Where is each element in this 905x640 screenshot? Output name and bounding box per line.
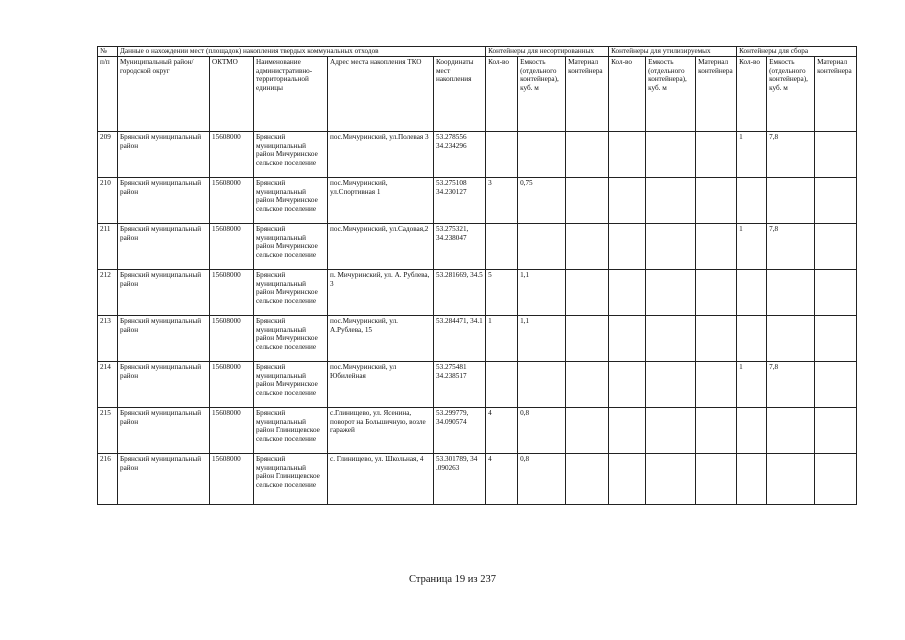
cell-coords: 53.299779, 34.090574 [434, 408, 486, 454]
cell-u-mat [566, 132, 609, 178]
cell-c-count: 1 [737, 362, 767, 408]
cell-district: Брянский муниципальный район [118, 362, 210, 408]
cell-c-vol [767, 178, 815, 224]
cell-r-count [609, 224, 646, 270]
header-unsorted-volume: Емкость (отдельного контейнера), куб. м [518, 57, 566, 132]
cell-r-vol [646, 132, 696, 178]
cell-c-count: 1 [737, 224, 767, 270]
cell-r-mat [696, 132, 737, 178]
cell-r-count [609, 178, 646, 224]
cell-unit: Брянский муниципальный район Мичуринское сельское поселение [254, 224, 328, 270]
cell-oktmo: 15608000 [210, 224, 254, 270]
header-num-sub: п/п [98, 57, 118, 132]
cell-oktmo: 15608000 [210, 270, 254, 316]
cell-u-count: 4 [486, 454, 518, 505]
cell-r-vol [646, 454, 696, 505]
cell-address: пос.Мичуринский, ул.Садовая,2 [328, 224, 434, 270]
cell-oktmo: 15608000 [210, 132, 254, 178]
cell-u-vol [518, 224, 566, 270]
header-group-collect: Контейнеры для сбора [737, 47, 857, 57]
cell-u-mat [566, 270, 609, 316]
cell-num: 211 [98, 224, 118, 270]
header-group-main: Данные о нахождении мест (площадок) накопления твердых коммунальных отходов [118, 47, 486, 57]
cell-num: 215 [98, 408, 118, 454]
cell-r-vol [646, 178, 696, 224]
header-recycled-volume: Емкость (отдельного контейнера), куб. м [646, 57, 696, 132]
cell-c-vol [767, 316, 815, 362]
header-recycled-count: Кол-во [609, 57, 646, 132]
cell-c-mat [815, 454, 857, 505]
cell-coords: 53.301789, 34 .090263 [434, 454, 486, 505]
cell-c-vol: 7,8 [767, 362, 815, 408]
cell-district: Брянский муниципальный район [118, 224, 210, 270]
table-row [98, 224, 857, 270]
cell-c-vol: 7,8 [767, 132, 815, 178]
cell-c-vol [767, 408, 815, 454]
header-recycled-material: Материал контейнера [696, 57, 737, 132]
cell-num: 210 [98, 178, 118, 224]
cell-district: Брянский муниципальный район [118, 316, 210, 362]
waste-sites-table [97, 46, 857, 505]
cell-c-vol: 7,8 [767, 224, 815, 270]
table-row [98, 270, 857, 316]
cell-u-count: 3 [486, 178, 518, 224]
cell-c-count [737, 270, 767, 316]
cell-u-count: 1 [486, 316, 518, 362]
cell-r-mat [696, 224, 737, 270]
header-unit: Наименование административно-территориальной единицы [254, 57, 328, 132]
cell-u-vol: 0,8 [518, 408, 566, 454]
cell-address: пос.Мичуринский, ул.Спортивная 1 [328, 178, 434, 224]
cell-c-mat [815, 316, 857, 362]
cell-r-vol [646, 316, 696, 362]
cell-unit: Брянский муниципальный район Мичуринское сельское поселение [254, 316, 328, 362]
table-row [98, 362, 857, 408]
cell-district: Брянский муниципальный район [118, 408, 210, 454]
cell-r-mat [696, 270, 737, 316]
cell-u-mat [566, 178, 609, 224]
table-row [98, 178, 857, 224]
cell-oktmo: 15608000 [210, 178, 254, 224]
cell-unit: Брянский муниципальный район Мичуринское сельское поселение [254, 132, 328, 178]
table-row [98, 454, 857, 505]
cell-r-mat [696, 362, 737, 408]
cell-address: п. Мичуринский, ул. А. Рублева, 3 [328, 270, 434, 316]
cell-c-vol [767, 270, 815, 316]
cell-district: Брянский муниципальный район [118, 178, 210, 224]
cell-r-vol [646, 408, 696, 454]
table-row [98, 316, 857, 362]
cell-c-count [737, 178, 767, 224]
cell-num: 212 [98, 270, 118, 316]
cell-oktmo: 15608000 [210, 362, 254, 408]
cell-u-mat [566, 408, 609, 454]
header-oktmo: ОКТМО [210, 57, 254, 132]
cell-num: 216 [98, 454, 118, 505]
header-row-columns [98, 57, 857, 132]
cell-num: 213 [98, 316, 118, 362]
cell-c-mat [815, 408, 857, 454]
page-number: Страница 19 из 237 [409, 574, 496, 585]
cell-num: 214 [98, 362, 118, 408]
cell-r-count [609, 408, 646, 454]
cell-address: пос.Мичуринский, ул.Полевая 3 [328, 132, 434, 178]
cell-c-count [737, 454, 767, 505]
cell-u-count [486, 224, 518, 270]
cell-c-mat [815, 132, 857, 178]
header-unsorted-material: Материал контейнера [566, 57, 609, 132]
cell-c-mat [815, 224, 857, 270]
cell-address: пос.Мичуринский, ул Юбилейная [328, 362, 434, 408]
cell-r-mat [696, 178, 737, 224]
cell-u-count [486, 362, 518, 408]
cell-c-mat [815, 270, 857, 316]
cell-coords: 53.275481 34.238517 [434, 362, 486, 408]
header-collect-material: Материал контейнера [815, 57, 857, 132]
cell-r-count [609, 362, 646, 408]
cell-u-mat [566, 224, 609, 270]
cell-r-mat [696, 316, 737, 362]
cell-unit: Брянский муниципальный район Мичуринское сельское поселение [254, 362, 328, 408]
cell-r-mat [696, 408, 737, 454]
header-group-unsorted: Контейнеры для несортированных [486, 47, 609, 57]
cell-unit: Брянский муниципальный район Глинищевское сельское поселение [254, 408, 328, 454]
cell-address: с. Глинищево, ул. Школьная, 4 [328, 454, 434, 505]
cell-district: Брянский муниципальный район [118, 270, 210, 316]
cell-coords: 53.284471, 34.1 [434, 316, 486, 362]
header-num: № [98, 47, 118, 57]
cell-r-count [609, 270, 646, 316]
cell-address: с.Глинищево, ул. Ясенина, поворот на Большичную, возле гаражей [328, 408, 434, 454]
cell-coords: 53.275321, 34.238047 [434, 224, 486, 270]
cell-oktmo: 15608000 [210, 408, 254, 454]
header-coords: Координаты мест накопления [434, 57, 486, 132]
cell-c-mat [815, 178, 857, 224]
cell-u-vol: 1,1 [518, 270, 566, 316]
cell-r-mat [696, 454, 737, 505]
cell-r-vol [646, 224, 696, 270]
cell-coords: 53.278556 34.234296 [434, 132, 486, 178]
cell-address: пос.Мичуринский, ул. А.Рублева, 15 [328, 316, 434, 362]
cell-r-vol [646, 270, 696, 316]
cell-num: 209 [98, 132, 118, 178]
header-district: Муниципальный район/городской округ [118, 57, 210, 132]
cell-u-mat [566, 454, 609, 505]
cell-district: Брянский муниципальный район [118, 454, 210, 505]
header-unsorted-count: Кол-во [486, 57, 518, 132]
cell-u-mat [566, 362, 609, 408]
cell-r-count [609, 316, 646, 362]
cell-c-count [737, 408, 767, 454]
registry-table-sheet [97, 46, 856, 505]
cell-u-count: 5 [486, 270, 518, 316]
cell-u-count: 4 [486, 408, 518, 454]
cell-u-vol: 1,1 [518, 316, 566, 362]
cell-u-vol: 0,75 [518, 178, 566, 224]
table-row [98, 132, 857, 178]
cell-coords: 53.281669, 34.5 [434, 270, 486, 316]
cell-c-vol [767, 454, 815, 505]
cell-district: Брянский муниципальный район [118, 132, 210, 178]
cell-oktmo: 15608000 [210, 454, 254, 505]
cell-coords: 53.275108 34.230127 [434, 178, 486, 224]
cell-u-vol [518, 362, 566, 408]
cell-r-vol [646, 362, 696, 408]
header-collect-count: Кол-во [737, 57, 767, 132]
cell-c-mat [815, 362, 857, 408]
header-row-groups [98, 47, 857, 57]
cell-r-count [609, 132, 646, 178]
table-row [98, 408, 857, 454]
cell-unit: Брянский муниципальный район Глинищевское сельское поселение [254, 454, 328, 505]
cell-oktmo: 15608000 [210, 316, 254, 362]
cell-unit: Брянский муниципальный район Мичуринское сельское поселение [254, 178, 328, 224]
cell-u-vol [518, 132, 566, 178]
cell-c-count [737, 316, 767, 362]
cell-u-vol: 0,8 [518, 454, 566, 505]
header-group-recycled: Контейнеры для утилизируемых [609, 47, 737, 57]
cell-u-mat [566, 316, 609, 362]
cell-unit: Брянский муниципальный район Мичуринское сельское поселение [254, 270, 328, 316]
header-address: Адрес места накопления ТКО [328, 57, 434, 132]
header-collect-volume: Емкость (отдельного контейнера), куб. м [767, 57, 815, 132]
cell-u-count [486, 132, 518, 178]
cell-c-count: 1 [737, 132, 767, 178]
cell-r-count [609, 454, 646, 505]
